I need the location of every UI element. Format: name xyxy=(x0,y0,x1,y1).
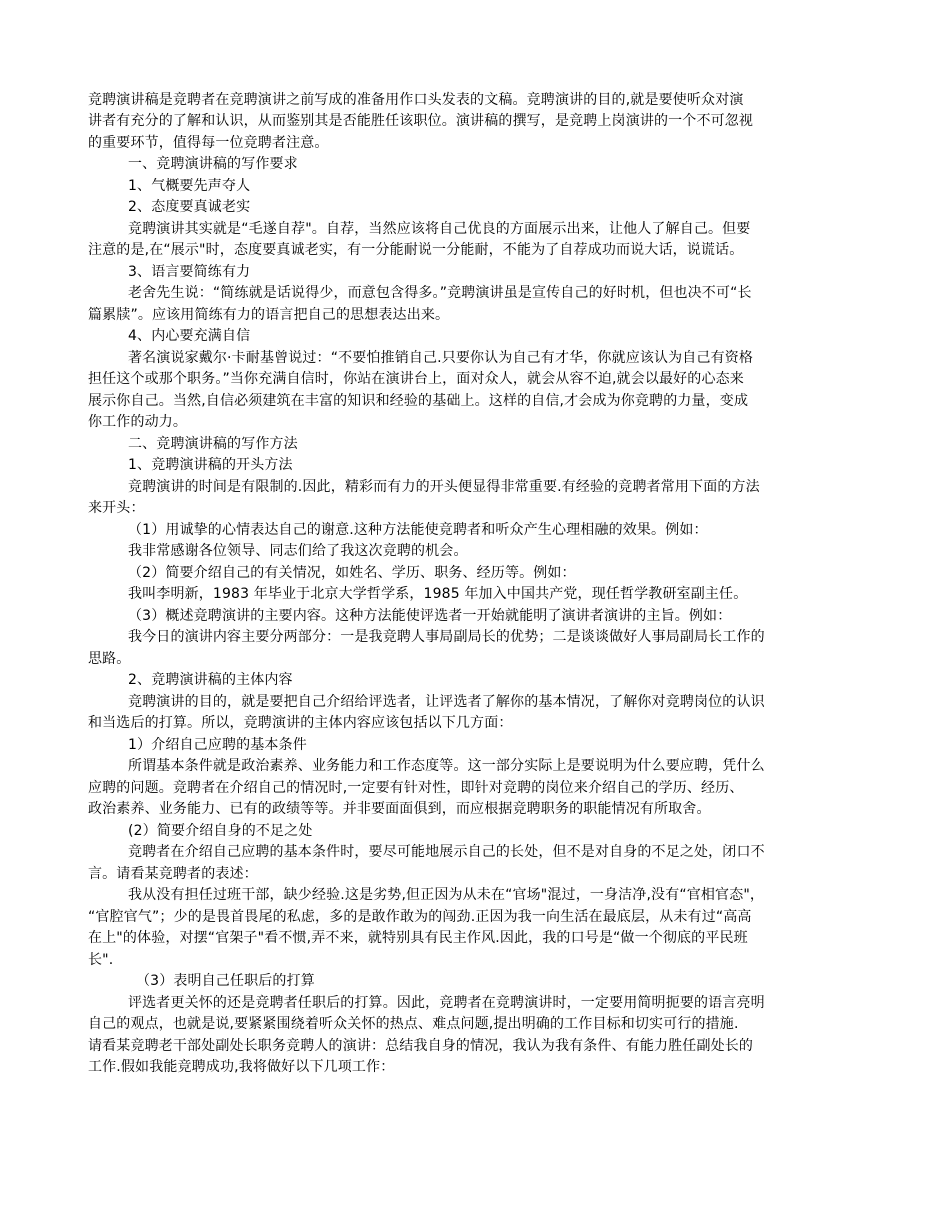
text-line: 所谓基本条件就是政治素养、业务能力和工作态度等。这一部分实际上是要说明为什么要应聘，凭什么 xyxy=(128,758,765,774)
subsection-heading: (2）简要介绍自身的不足之处 xyxy=(128,823,313,839)
subsection-heading: 1、气概要先声夺人 xyxy=(128,178,251,194)
text-line: “官腔官气”；少的是畏首畏尾的私虑，多的是敢作敢为的闯劲.正因为我一向生活在最底层，从未有过“高高 xyxy=(88,909,752,925)
subsection-heading: 4、内心要充满自信 xyxy=(128,328,251,344)
text-line: 政治素养、业务能力、已有的政绩等等。并非要面面俱到，而应根据竞聘职务的职能情况有所取舍。 xyxy=(88,801,711,817)
section-heading: 一、竞聘演讲稿的写作要求 xyxy=(128,156,298,172)
section-heading: 二、竞聘演讲稿的写作方法 xyxy=(128,436,298,452)
text-line: 著名演说家戴尔·卡耐基曾说过：“不要怕推销自己.只要你认为自己有才华，你就应该认为自己有资格 xyxy=(128,350,754,366)
text-line: 思路。 xyxy=(88,651,131,667)
text-line: 长". xyxy=(88,952,114,968)
text-line: 讲者有充分的了解和认识，从而鉴别其是否能胜任该职位。演讲稿的撰写，是竞聘上岗演讲的一个不可忽视 xyxy=(88,113,754,129)
text-line: 老舍先生说：“简练就是话说得少，而意包含得多。”竞聘演讲虽是宣传自己的好时机，但也决不可“长 xyxy=(128,285,752,301)
text-line: 展示你自己。当然,自信必须建筑在丰富的知识和经验的基础上。这样的自信,才会成为你竞聘的力量，变成 xyxy=(88,393,749,409)
text-line: 注意的是,在“展示"时，态度要真诚老实，有一分能耐说一分能耐，不能为了自荐成功而说大话，说谎话。 xyxy=(88,242,744,258)
text-line: 自己的观点，也就是说,要紧紧围绕着听众关怀的热点、难点问题,提出明确的工作目标和切实可行的措施. xyxy=(88,1016,739,1032)
subsection-heading: （3）表明自己任职后的打算 xyxy=(136,973,315,989)
subsection-heading: 2、竞聘演讲稿的主体内容 xyxy=(128,672,293,688)
text-line: 在上"的体验，对摆“官架子"看不惯,弄不来，就特别具有民主作风.因此，我的口号是“做一个彻底的平民班 xyxy=(88,930,748,946)
text-line: 和当选后的打算。所以，竞聘演讲的主体内容应该包括以下几方面： xyxy=(88,715,513,731)
text-line: 篇累牍”。应该用简练有力的语言把自己的思想表达出来。 xyxy=(88,307,450,323)
text-line: 我叫李明新，1983 年毕业于北京大学哲学系，1985 年加入中国共产党，现任哲学教研室副主任。 xyxy=(128,586,748,602)
text-line: 来开头： xyxy=(88,500,145,516)
text-line: （2）简要介绍自己的有关情况，如姓名、学历、职务、经历等。例如： xyxy=(128,565,576,581)
text-line: 言。请看某竞聘者的表述： xyxy=(88,866,258,882)
subsection-heading: 1）介绍自己应聘的基本条件 xyxy=(128,737,307,753)
text-line: 我从没有担任过班干部，缺少经验.这是劣势,但正因为从未在“官场"混过，一身洁净,没有“官相官态"， xyxy=(128,887,765,903)
text-line: （3）概述竞聘演讲的主要内容。这种方法能使评选者一开始就能明了演讲者演讲的主旨。例如： xyxy=(128,608,732,624)
text-line: 工作.假如我能竞聘成功,我将做好以下几项工作： xyxy=(88,1059,395,1075)
text-line: 的重要环节，值得每一位竞聘者注意。 xyxy=(88,135,329,151)
text-line: 担任这个或那个职务。”当你充满自信时，你站在演讲台上，面对众人，就会从容不迫,就会以最好的心态来 xyxy=(88,371,744,387)
subsection-heading: 2、态度要真诚老实 xyxy=(128,199,251,215)
text-line: 请看某竞聘老干部处副处长职务竞聘人的演讲：总结我自身的情况，我认为我有条件、有能力胜任副处长的 xyxy=(88,1038,754,1054)
text-line: 评选者更关怀的还是竞聘者任职后的打算。因此，竞聘者在竞聘演讲时，一定要用简明扼要的语言亮明 xyxy=(128,995,765,1011)
text-line: 我非常感谢各位领导、同志们给了我这次竞聘的机会。 xyxy=(128,543,468,559)
text-line: 应聘的问题。竞聘者在介绍自己的情况时,一定要有针对性，即针对竞聘的岗位来介绍自己的学历、经历、 xyxy=(88,780,744,796)
text-line: 你工作的动力。 xyxy=(88,414,188,430)
text-line: 竞聘者在介绍自己应聘的基本条件时，要尽可能地展示自己的长处，但不是对自身的不足之处，闭口不 xyxy=(128,844,765,860)
text-line: 竞聘演讲其实就是“毛遂自荐"。自荐，当然应该将自己优良的方面展示出来，让他人了解自己。但要 xyxy=(128,221,751,237)
text-line: 竞聘演讲的目的，就是要把自己介绍给评选者，让评选者了解你的基本情况，了解你对竞聘岗位的认识 xyxy=(128,694,765,710)
subsection-heading: 3、语言要简练有力 xyxy=(128,264,251,280)
text-line: （1）用诚挚的心情表达自己的谢意.这种方法能使竞聘者和听众产生心理相融的效果。例如： xyxy=(128,522,708,538)
text-line: 我今日的演讲内容主要分两部分：一是我竞聘人事局副局长的优势；二是谈谈做好人事局副局长工作的 xyxy=(128,629,765,645)
text-line: 竞聘演讲稿是竞聘者在竞聘演讲之前写成的准备用作口头发表的文稿。竞聘演讲的目的,就是要使听众对演 xyxy=(88,92,744,108)
text-line: 竞聘演讲的时间是有限制的.因此，精彩而有力的开头便显得非常重要.有经验的竞聘者常用下面的方法 xyxy=(128,479,760,495)
subsection-heading: 1、竞聘演讲稿的开头方法 xyxy=(128,457,293,473)
